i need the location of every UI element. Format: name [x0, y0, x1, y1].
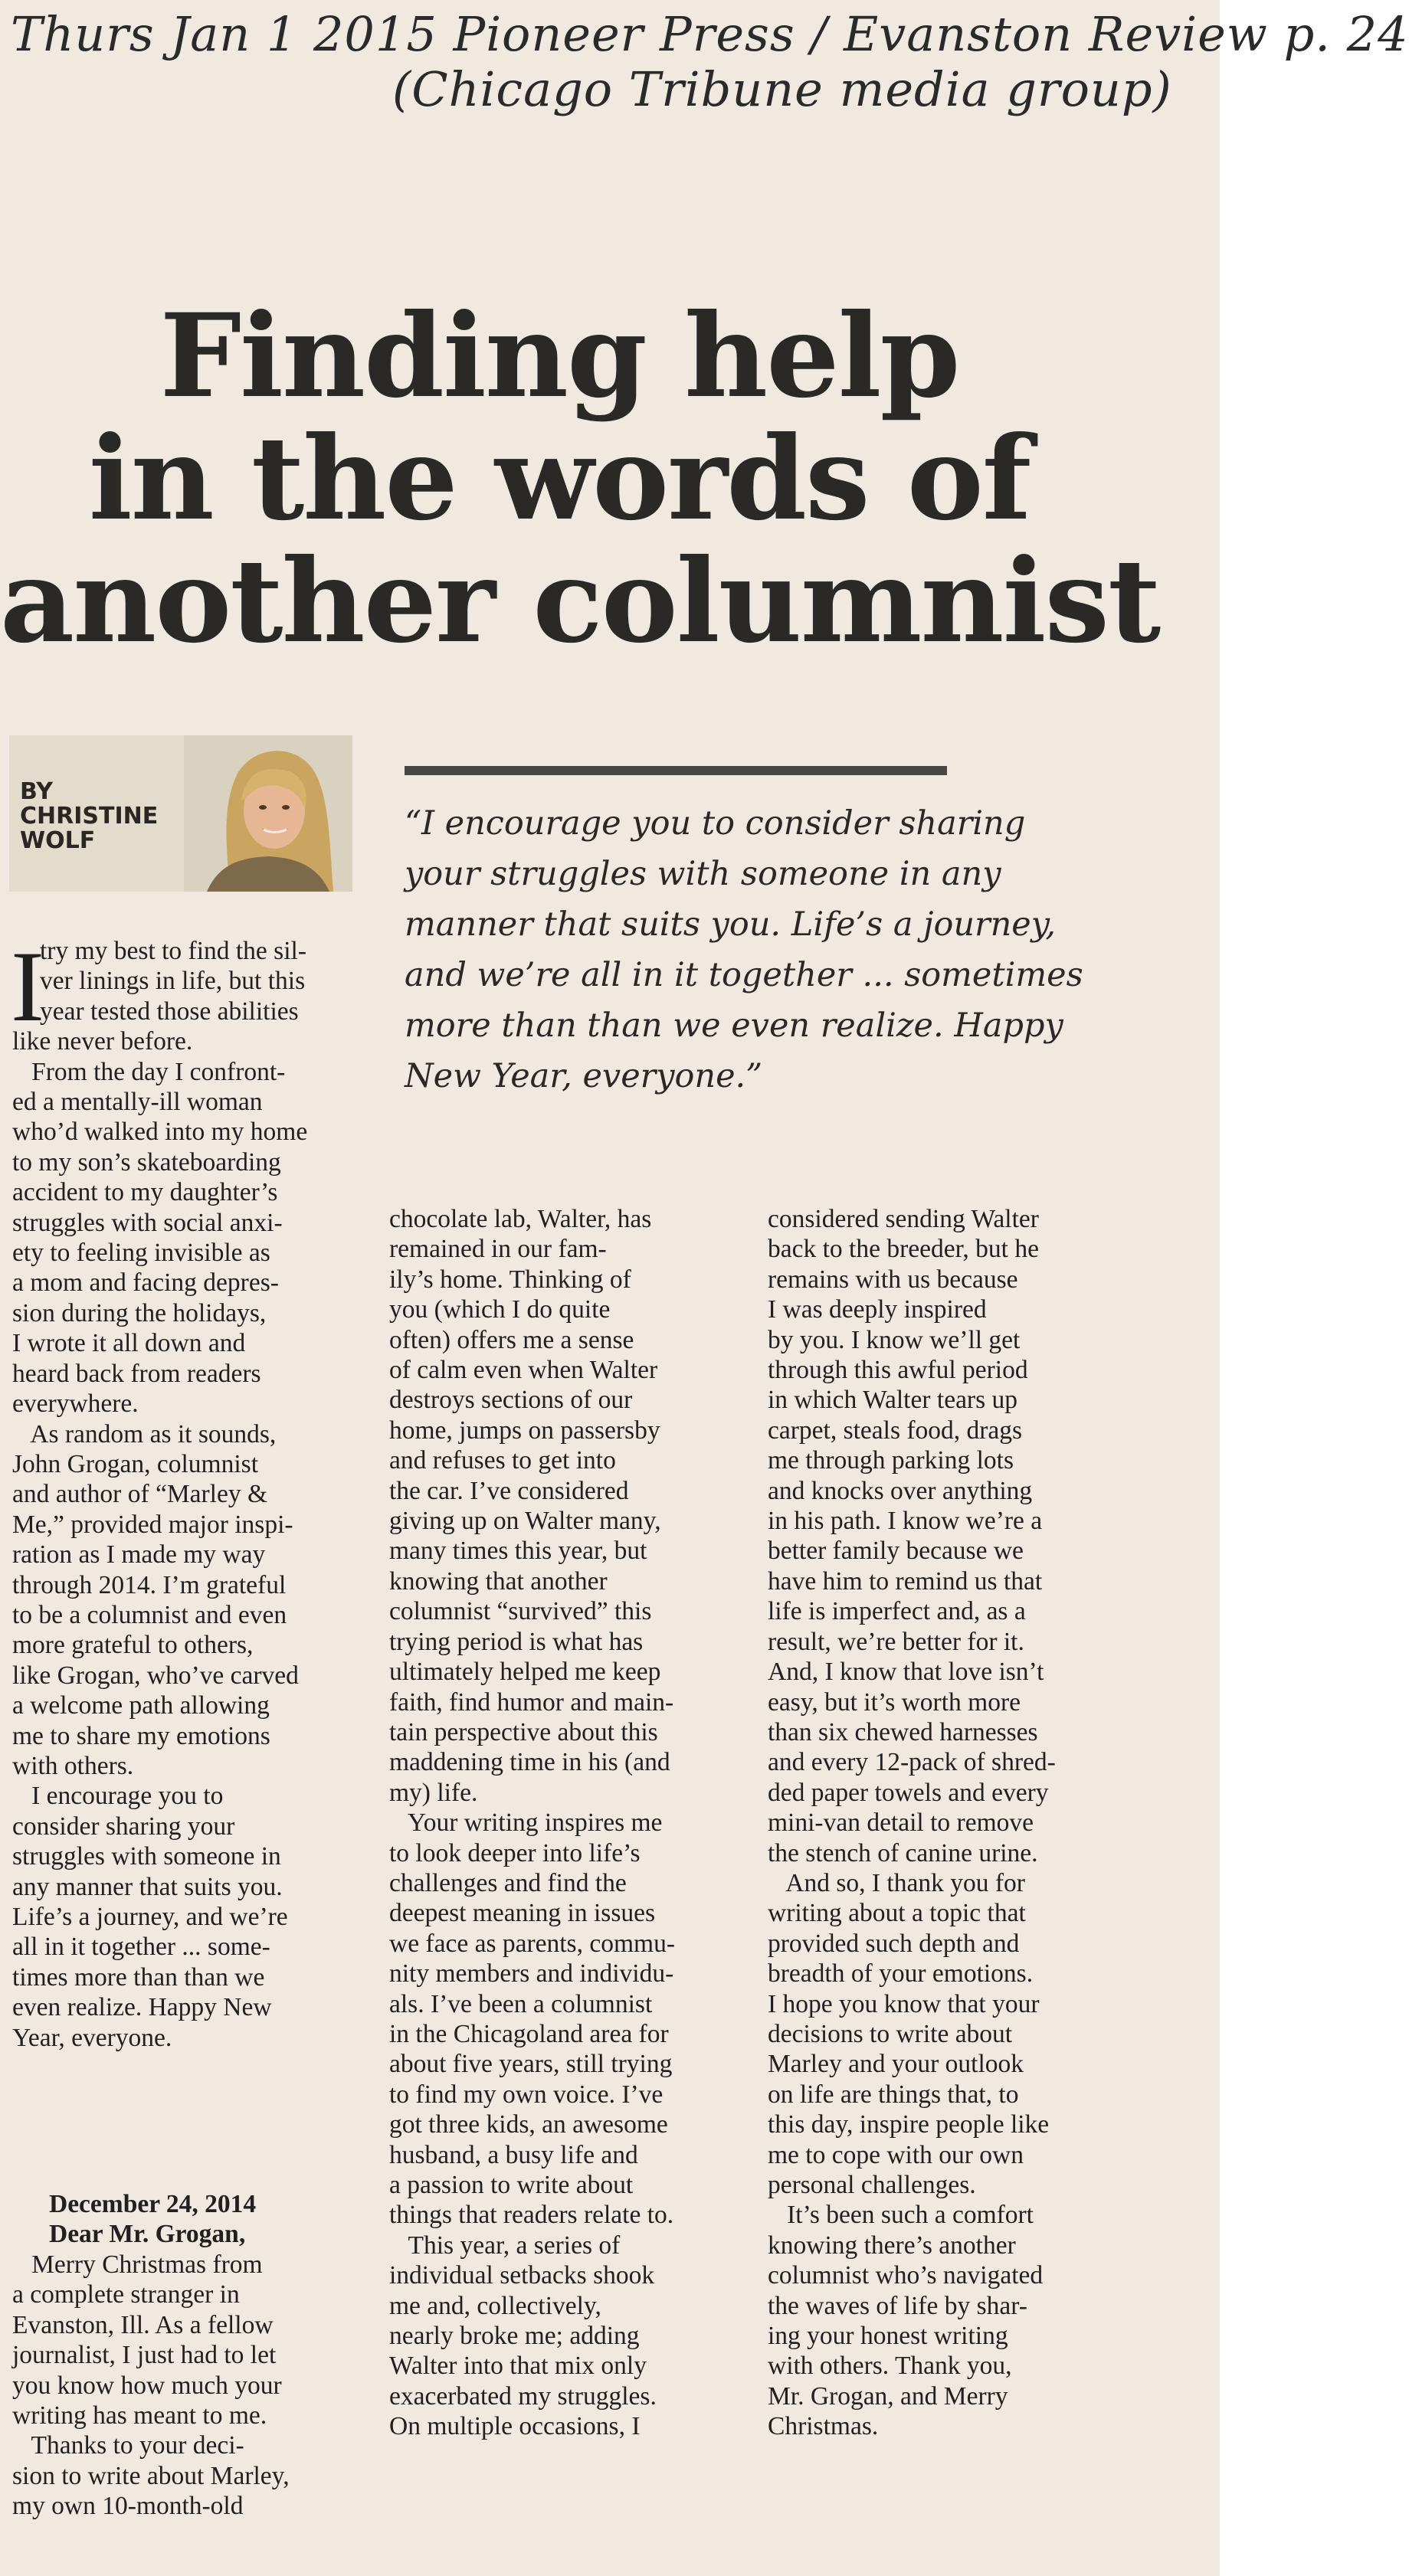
text-line: Your writing inspires me [389, 1808, 663, 1838]
text-line: have him to remind us that [768, 1566, 1043, 1596]
text-line: considered sending Walter [768, 1205, 1039, 1233]
text-line: I was deeply inspired [768, 1295, 987, 1324]
text-line: Evanston, Ill. As a fellow [12, 2310, 274, 2339]
text-line: through this awful period [768, 1356, 1028, 1385]
headline [0, 289, 1160, 669]
text-line: ultimately helped me keep [389, 1658, 661, 1687]
text-line: a welcome path allowing [12, 1691, 270, 1720]
headline-line-2: in the words of [88, 411, 1031, 546]
text-line: nity members and individu- [389, 1959, 674, 1988]
text-line: you (which I do quite [389, 1295, 611, 1324]
text-line: Me,” provided major inspi- [12, 1510, 293, 1539]
byline-last-name: WOLF [20, 827, 96, 854]
text-line: my) life. [389, 1778, 478, 1807]
column-2 [389, 1204, 675, 2442]
text-line: often) offers me a sense [389, 1325, 634, 1354]
text-line: Merry Christmas from [12, 2250, 263, 2279]
text-line: als. I’ve been a columnist [389, 1989, 653, 2018]
text-line: sion to write about Marley, [12, 2461, 290, 2490]
text-line: to look deeper into life’s [389, 1838, 641, 1867]
text-line: ed a mentally-ill woman [12, 1088, 263, 1117]
text-line: back to the breeder, but he [768, 1235, 1039, 1264]
text-line: ver linings in life, but this [40, 967, 306, 996]
text-line: home, jumps on passersby [389, 1416, 660, 1445]
text-line: I hope you know that your [768, 1989, 1040, 2018]
byline-box [9, 735, 352, 892]
column-3 [768, 1204, 1056, 2442]
text-line: in which Walter tears up [768, 1386, 1018, 1415]
letter-heading [49, 2189, 256, 2250]
text-line: knowing that another [389, 1566, 608, 1596]
pullquote [405, 798, 1083, 1101]
text-line: John Grogan, columnist [12, 1449, 259, 1478]
text-line: exacerbated my struggles. [389, 2381, 657, 2411]
text-line: many times this year, but [389, 1537, 647, 1566]
text-line: a mom and facing depres- [12, 1268, 279, 1298]
text-line: writing has meant to me. [12, 2401, 267, 2430]
pullquote-line: more than than we even realize. Happy [405, 1007, 1063, 1045]
text-line: nearly broke me; adding [389, 2322, 640, 2351]
text-line: columnist “survived” this [389, 1597, 652, 1626]
text-line: me to cope with our own [768, 2140, 1024, 2169]
text-line: remains with us because [768, 1265, 1018, 1294]
text-line: Christmas. [768, 2412, 879, 2441]
text-line: accident to my daughter’s [12, 1178, 278, 1207]
text-line: you know how much your [12, 2371, 282, 2400]
text-line: easy, but it’s worth more [768, 1687, 1021, 1717]
drop-cap: I [11, 930, 44, 1043]
text-line: me to share my emotions [12, 1721, 270, 1750]
text-line: on life are things that, to [768, 2080, 1019, 2109]
text-line: columnist who’s navigated [768, 2261, 1044, 2290]
text-line: through 2014. I’m grateful [12, 1570, 287, 1599]
text-line: with others. Thank you, [768, 2352, 1012, 2381]
text-line: ing your honest writing [768, 2322, 1008, 2351]
letter-salutation: Dear Mr. Grogan, [49, 2220, 246, 2249]
pullquote-rule [405, 766, 947, 775]
text-line: of calm even when Walter [389, 1356, 658, 1385]
text-line: we face as parents, commu- [389, 1929, 675, 1958]
text-line: husband, a busy life and [389, 2140, 638, 2169]
text-line: provided such depth and [768, 1929, 1020, 1958]
text-line: I wrote it all down and [12, 1329, 246, 1358]
text-line: Mr. Grogan, and Merry [768, 2381, 1008, 2411]
text-line: Year, everyone. [12, 2023, 172, 2052]
byline-first-name: CHRISTINE [20, 803, 159, 830]
text-line: It’s been such a comfort [768, 2201, 1034, 2230]
text-line: with others. [12, 1751, 134, 1780]
pullquote-line: “I encourage you to consider sharing [405, 804, 1026, 843]
text-line: to my son’s skateboarding [12, 1147, 281, 1177]
text-line: and knocks over anything [768, 1476, 1033, 1505]
pullquote-line: and we’re all in it together ... sometimes [405, 956, 1083, 994]
text-line: individual setbacks shook [389, 2261, 655, 2290]
text-line: to find my own voice. I’ve [389, 2080, 664, 2109]
text-line: carpet, steals food, drags [768, 1416, 1023, 1445]
text-line: year tested those abilities [40, 997, 299, 1026]
text-line: the car. I’ve considered [389, 1476, 629, 1505]
pullquote-line: New Year, everyone.” [405, 1057, 763, 1095]
text-line: personal challenges. [768, 2171, 976, 2199]
text-line: tain perspective about this [389, 1717, 658, 1746]
text-line: life is imperfect and, as a [768, 1597, 1026, 1626]
text-line: Walter into that mix only [389, 2352, 647, 2381]
text-line: challenges and find the [389, 1868, 627, 1897]
text-line: times more than than we [12, 1962, 265, 1992]
text-line: the waves of life by shar- [768, 2291, 1027, 2320]
text-line: knowing there’s another [768, 2231, 1016, 2260]
text-line: the stench of canine urine. [768, 1838, 1038, 1867]
text-line: my own 10-month-old [12, 2492, 244, 2521]
byline-by: BY [20, 778, 53, 805]
text-line: journalist, I just had to let [12, 2341, 277, 2370]
text-line: result, we’re better for it. [768, 1627, 1024, 1656]
text-line: As random as it sounds, [12, 1419, 277, 1448]
text-line: From the day I confront- [12, 1057, 286, 1086]
text-line: ration as I made my way [12, 1540, 266, 1569]
text-line: faith, find humor and main- [389, 1687, 674, 1717]
text-line: mini-van detail to remove [768, 1808, 1034, 1838]
text-line: And, I know that love isn’t [768, 1658, 1044, 1687]
text-line: trying period is what has [389, 1627, 644, 1656]
text-line: try my best to find the sil- [40, 937, 306, 965]
text-line: a passion to write about [389, 2171, 634, 2199]
text-line: And so, I thank you for [768, 1868, 1025, 1897]
author-photo [184, 735, 352, 892]
text-line: This year, a series of [389, 2231, 621, 2260]
text-line: heard back from readers [12, 1359, 261, 1388]
text-line: I encourage you to [12, 1782, 224, 1811]
text-line: breadth of your emotions. [768, 1959, 1034, 1988]
text-line: ety to feeling invisible as [12, 1239, 270, 1268]
text-line: sion during the holidays, [12, 1298, 267, 1327]
text-line: decisions to write about [768, 2019, 1013, 2048]
text-line: even realize. Happy New [12, 1993, 272, 2022]
text-line: a complete stranger in [12, 2280, 240, 2309]
text-line: consider sharing your [12, 1812, 235, 1841]
text-line: who’d walked into my home [12, 1118, 308, 1147]
pullquote-line: manner that suits you. Life’s a journey, [405, 905, 1057, 944]
headline-line-1: Finding help [159, 289, 959, 424]
text-line: ily’s home. Thinking of [389, 1265, 631, 1294]
text-line: writing about a topic that [768, 1899, 1026, 1928]
text-line: in the Chicagoland area for [389, 2019, 669, 2048]
column-1-top [11, 930, 308, 2053]
text-line: about five years, still trying [389, 2050, 673, 2079]
text-line: and every 12-pack of shred- [768, 1748, 1056, 1777]
text-line: and refuses to get into [389, 1446, 616, 1475]
handwritten-annotation [0, 0, 1409, 153]
text-line: Thanks to your deci- [12, 2431, 244, 2460]
text-line: me and, collectively, [389, 2291, 601, 2320]
headline-line-3: another columnist [0, 534, 1160, 669]
text-line: any manner that suits you. [12, 1872, 283, 1901]
text-line: ded paper towels and every [768, 1778, 1049, 1807]
text-line: like Grogan, who’ve carved [12, 1661, 299, 1690]
text-line: Marley and your outlook [768, 2050, 1024, 2079]
pullquote-line: your struggles with someone in any [405, 855, 1001, 893]
byline [20, 780, 158, 853]
text-line: got three kids, an awesome [389, 2110, 668, 2139]
handwritten-line-2: (Chicago Tribune media group) [392, 61, 1172, 117]
text-line: me through parking lots [768, 1446, 1014, 1475]
text-line: On multiple occasions, I [389, 2412, 641, 2441]
text-line: than six chewed harnesses [768, 1717, 1038, 1746]
text-line: everywhere. [12, 1389, 139, 1419]
text-line: Life’s a journey, and we’re [12, 1903, 288, 1931]
text-line: deepest meaning in issues [389, 1899, 656, 1928]
text-line: destroys sections of our [389, 1386, 633, 1415]
text-line: maddening time in his (and [389, 1748, 670, 1777]
text-line: like never before. [12, 1027, 193, 1056]
text-line: better family because we [768, 1537, 1024, 1566]
text-line: struggles with social anxi- [12, 1208, 283, 1237]
text-line: remained in our fam- [389, 1235, 607, 1264]
text-line: and author of “Marley & [12, 1480, 268, 1509]
text-line: more grateful to others, [12, 1631, 254, 1660]
text-line: to be a columnist and even [12, 1600, 287, 1629]
text-line: struggles with someone in [12, 1842, 281, 1871]
text-line: by you. I know we’ll get [768, 1325, 1021, 1354]
text-line: in his path. I know we’re a [768, 1507, 1043, 1536]
letter-date: December 24, 2014 [49, 2190, 257, 2218]
text-line: giving up on Walter many, [389, 1507, 661, 1536]
handwritten-line-1: Thurs Jan 1 2015 Pioneer Press / Evanston Review p. 24 [11, 6, 1409, 62]
text-line: things that readers relate to. [389, 2201, 674, 2230]
text-line: chocolate lab, Walter, has [389, 1205, 652, 1233]
column-1-bottom [12, 2250, 290, 2522]
text-line: this day, inspire people like [768, 2110, 1050, 2139]
text-line: all in it together ... some- [12, 1933, 270, 1962]
